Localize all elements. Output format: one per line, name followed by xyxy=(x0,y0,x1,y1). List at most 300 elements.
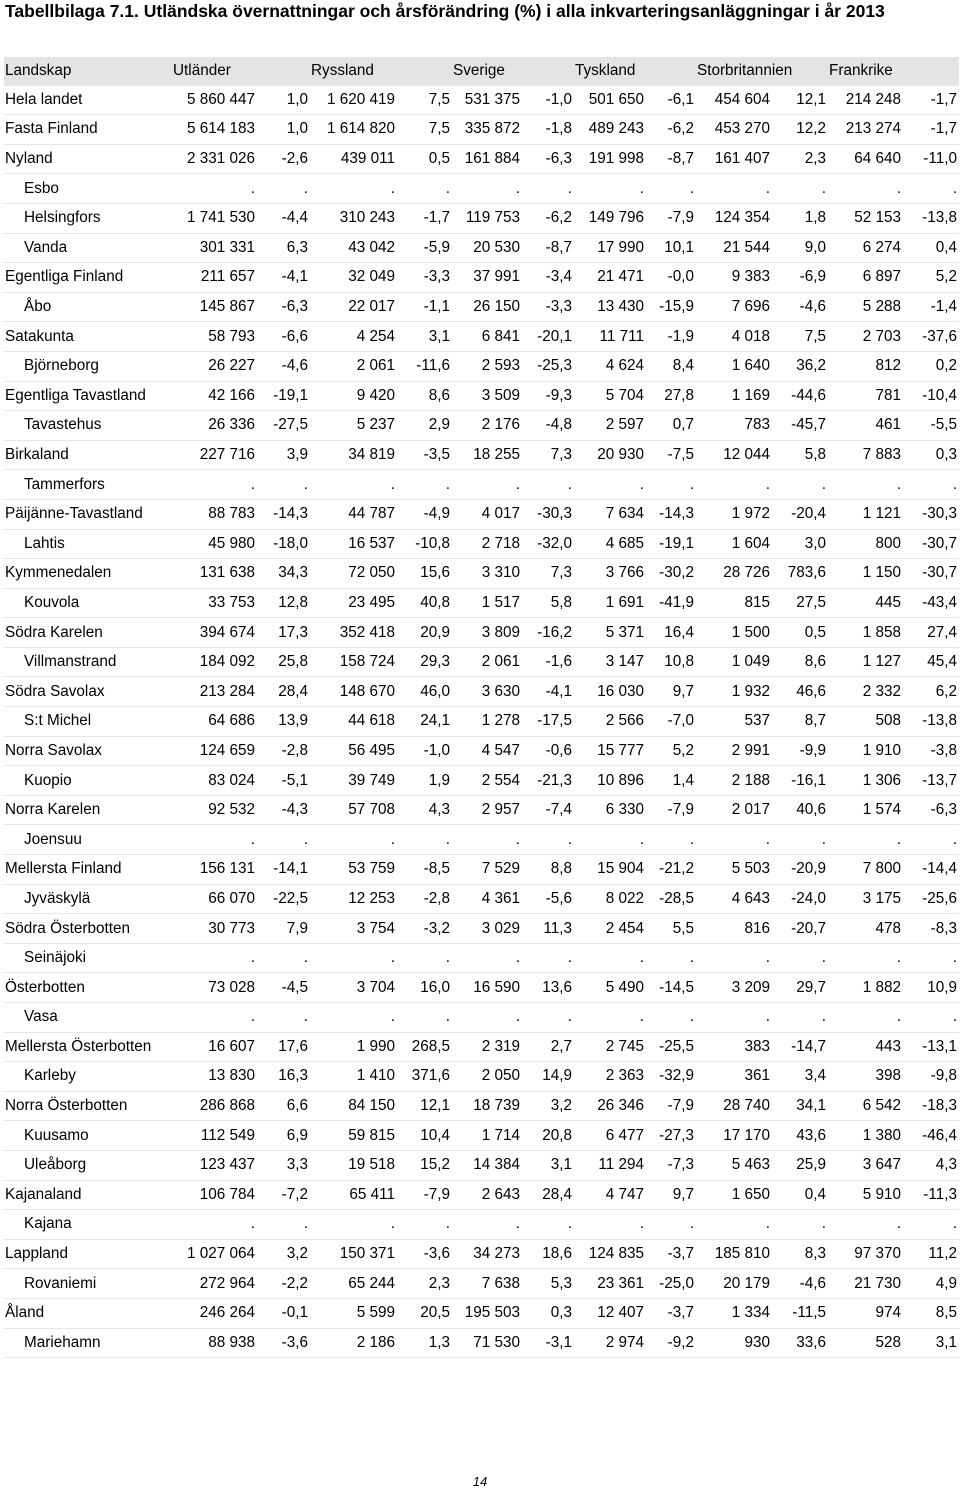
nights-cell: 800 xyxy=(875,534,901,552)
nights-cell: 213 274 xyxy=(845,120,901,138)
region-name: Lahtis xyxy=(24,534,65,552)
change-percent-cell: . xyxy=(821,949,826,967)
nights-cell: 383 xyxy=(744,1037,770,1055)
region-name: Mellersta Österbotten xyxy=(5,1037,152,1055)
change-percent-cell: -13,8 xyxy=(922,712,957,730)
table-row xyxy=(4,1180,959,1210)
change-percent-cell: . xyxy=(445,949,450,967)
nights-cell: 26 346 xyxy=(597,1097,644,1115)
change-percent-cell: 7,3 xyxy=(550,564,572,582)
change-percent-cell: -18,3 xyxy=(922,1097,957,1115)
nights-cell: 158 724 xyxy=(339,653,395,671)
nights-cell: 4 685 xyxy=(605,534,644,552)
change-percent-cell: -14,3 xyxy=(659,505,694,523)
change-percent-cell: 3,1 xyxy=(428,327,450,345)
table-row xyxy=(4,381,959,411)
nights-cell: 191 998 xyxy=(588,150,644,168)
nights-cell: 5 463 xyxy=(731,1156,770,1174)
nights-cell: 2 597 xyxy=(605,416,644,434)
change-percent-cell: 4,3 xyxy=(935,1156,957,1174)
column-header: Utländer xyxy=(173,62,231,80)
column-header: Landskap xyxy=(5,62,72,80)
nights-cell: 8 022 xyxy=(605,889,644,907)
nights-cell: 2 363 xyxy=(605,1067,644,1085)
nights-cell: 6 330 xyxy=(605,801,644,819)
change-percent-cell: 5,2 xyxy=(935,268,957,286)
nights-cell: 119 753 xyxy=(465,209,520,227)
nights-cell: 3 147 xyxy=(605,653,644,671)
nights-cell: 56 495 xyxy=(348,741,395,759)
column-header: Sverige xyxy=(453,62,505,80)
nights-cell: 3 754 xyxy=(356,919,395,937)
nights-cell: 16 030 xyxy=(597,682,644,700)
nights-cell: 286 868 xyxy=(199,1097,255,1115)
table-row xyxy=(4,825,959,855)
change-percent-cell: 15,2 xyxy=(420,1156,450,1174)
region-name: Mariehamn xyxy=(24,1333,101,1351)
table-row xyxy=(4,588,959,618)
table-row xyxy=(4,795,959,825)
nights-cell: . xyxy=(515,949,520,967)
nights-cell: 11 294 xyxy=(598,1156,644,1174)
nights-cell: 161 884 xyxy=(464,150,520,168)
region-name: Birkaland xyxy=(5,446,69,464)
change-percent-cell: 0,4 xyxy=(804,1185,826,1203)
nights-cell: 4 643 xyxy=(731,889,770,907)
nights-cell: 15 904 xyxy=(597,860,644,878)
nights-cell: 816 xyxy=(744,919,770,937)
nights-cell: 2 554 xyxy=(481,771,520,789)
nights-cell: 22 017 xyxy=(348,298,395,316)
nights-cell: 478 xyxy=(875,919,901,937)
nights-cell: 1 882 xyxy=(862,978,901,996)
region-name: Rovaniemi xyxy=(24,1274,97,1292)
change-percent-cell: 13,9 xyxy=(278,712,308,730)
region-name: Norra Karelen xyxy=(5,801,101,819)
change-percent-cell: -20,9 xyxy=(791,860,826,878)
change-percent-cell: -14,4 xyxy=(922,860,957,878)
change-percent-cell: 34,1 xyxy=(796,1097,826,1115)
change-percent-cell: -5,5 xyxy=(930,416,957,434)
table-row xyxy=(4,707,959,737)
change-percent-cell: -3,2 xyxy=(423,919,450,937)
change-percent-cell: -32,9 xyxy=(659,1067,694,1085)
table-row xyxy=(4,440,959,470)
nights-cell: 3 630 xyxy=(481,682,520,700)
region-name: Kouvola xyxy=(24,593,80,611)
region-name: Åbo xyxy=(24,298,52,316)
change-percent-cell: -5,1 xyxy=(281,771,308,789)
region-name: Mellersta Finland xyxy=(5,860,122,878)
column-header xyxy=(397,57,452,86)
change-percent-cell: -45,7 xyxy=(791,416,826,434)
nights-cell: 5 910 xyxy=(862,1185,901,1203)
nights-cell: 6 542 xyxy=(862,1097,901,1115)
nights-cell: 123 437 xyxy=(199,1156,255,1174)
change-percent-cell: 8,3 xyxy=(804,1245,826,1263)
nights-cell: 17 990 xyxy=(597,238,644,256)
nights-cell: 1 127 xyxy=(862,653,901,671)
nights-cell: . xyxy=(250,949,255,967)
change-percent-cell: 5,5 xyxy=(672,919,694,937)
change-percent-cell: -11,5 xyxy=(792,1304,826,1322)
change-percent-cell: 27,8 xyxy=(664,386,694,404)
nights-cell: 3 310 xyxy=(481,564,520,582)
change-percent-cell: 8,6 xyxy=(428,386,450,404)
change-percent-cell: -14,1 xyxy=(273,860,308,878)
nights-cell: 1 910 xyxy=(862,741,901,759)
nights-cell: 310 243 xyxy=(339,209,395,227)
nights-cell: 361 xyxy=(744,1067,770,1085)
table-row xyxy=(4,144,959,174)
change-percent-cell: -6,3 xyxy=(545,150,572,168)
change-percent-cell: -3,1 xyxy=(545,1333,572,1351)
nights-cell: 7 800 xyxy=(862,860,901,878)
nights-cell: 443 xyxy=(875,1037,901,1055)
table-row xyxy=(4,618,959,648)
nights-cell: 5 288 xyxy=(862,298,901,316)
region-name: Hela landet xyxy=(5,90,83,108)
change-percent-cell: 18,6 xyxy=(542,1245,572,1263)
region-name: Satakunta xyxy=(5,327,74,345)
nights-cell: 439 011 xyxy=(340,150,395,168)
nights-cell: 9 383 xyxy=(731,268,770,286)
nights-cell: 20 530 xyxy=(473,238,520,256)
table-row xyxy=(4,914,959,944)
table-row xyxy=(4,322,959,352)
change-percent-cell: . xyxy=(952,475,957,493)
nights-cell: . xyxy=(765,179,770,197)
change-percent-cell: 8,8 xyxy=(550,860,572,878)
change-percent-cell: -6,2 xyxy=(545,209,572,227)
accommodation-table xyxy=(4,57,959,1358)
change-percent-cell: -17,5 xyxy=(537,712,572,730)
nights-cell: 12 253 xyxy=(348,889,395,907)
change-percent-cell: 5,3 xyxy=(550,1274,572,1292)
change-percent-cell: -2,8 xyxy=(423,889,450,907)
change-percent-cell: -44,6 xyxy=(791,386,826,404)
change-percent-cell: . xyxy=(445,1008,450,1026)
change-percent-cell: -25,6 xyxy=(922,889,957,907)
table-row xyxy=(4,1003,959,1033)
change-percent-cell: 8,7 xyxy=(804,712,826,730)
nights-cell: . xyxy=(515,830,520,848)
nights-cell: 64 686 xyxy=(208,712,255,730)
nights-cell: 3 809 xyxy=(481,623,520,641)
region-name: Karleby xyxy=(24,1067,76,1085)
nights-cell: 7 638 xyxy=(481,1274,520,1292)
nights-cell: 211 657 xyxy=(200,268,255,286)
nights-cell: 4 624 xyxy=(605,357,644,375)
region-name: Södra Österbotten xyxy=(5,919,130,937)
nights-cell: 18 255 xyxy=(473,446,520,464)
nights-cell: 97 370 xyxy=(854,1245,901,1263)
change-percent-cell: . xyxy=(821,179,826,197)
change-percent-cell: -1,7 xyxy=(930,90,957,108)
nights-cell: . xyxy=(896,949,901,967)
change-percent-cell: 6,9 xyxy=(286,1126,308,1144)
region-name: Södra Karelen xyxy=(5,623,103,641)
nights-cell: 92 532 xyxy=(208,801,255,819)
table-row xyxy=(4,470,959,500)
nights-cell: . xyxy=(765,1215,770,1233)
change-percent-cell: . xyxy=(303,830,308,848)
nights-cell: 2 454 xyxy=(605,919,644,937)
change-percent-cell: 11,3 xyxy=(543,919,572,937)
nights-cell: 21 730 xyxy=(854,1274,901,1292)
change-percent-cell: . xyxy=(689,179,694,197)
nights-cell: 13 830 xyxy=(208,1067,255,1085)
change-percent-cell: . xyxy=(567,1215,572,1233)
change-percent-cell: -13,8 xyxy=(922,209,957,227)
region-name: Villmanstrand xyxy=(24,653,117,671)
change-percent-cell: -0,1 xyxy=(281,1304,308,1322)
change-percent-cell: -27,5 xyxy=(273,416,308,434)
change-percent-cell: 46,6 xyxy=(796,682,826,700)
nights-cell: 145 867 xyxy=(199,298,255,316)
change-percent-cell: 25,8 xyxy=(278,653,308,671)
change-percent-cell: . xyxy=(952,179,957,197)
nights-cell: 71 530 xyxy=(473,1333,520,1351)
change-percent-cell: -16,1 xyxy=(791,771,826,789)
nights-cell: 13 430 xyxy=(597,298,644,316)
change-percent-cell: 1,9 xyxy=(428,771,450,789)
change-percent-cell: 10,1 xyxy=(664,238,694,256)
nights-cell: . xyxy=(515,1215,520,1233)
change-percent-cell: -8,7 xyxy=(545,238,572,256)
change-percent-cell: -6,3 xyxy=(281,298,308,316)
nights-cell: 88 783 xyxy=(208,505,255,523)
region-name: Tavastehus xyxy=(24,416,102,434)
change-percent-cell: 9,0 xyxy=(804,238,826,256)
change-percent-cell: -8,3 xyxy=(930,919,957,937)
change-percent-cell: -1,7 xyxy=(423,209,450,227)
nights-cell: 59 815 xyxy=(348,1126,395,1144)
change-percent-cell: -9,8 xyxy=(930,1067,957,1085)
nights-cell: 5 704 xyxy=(605,386,644,404)
change-percent-cell: -30,3 xyxy=(922,505,957,523)
change-percent-cell: -8,7 xyxy=(667,150,694,168)
region-name: Fasta Finland xyxy=(5,120,98,138)
change-percent-cell: 17,3 xyxy=(278,623,308,641)
nights-cell: . xyxy=(639,949,644,967)
table-row xyxy=(4,1121,959,1151)
nights-cell: 2 957 xyxy=(481,801,520,819)
nights-cell: 1 620 419 xyxy=(326,90,395,108)
change-percent-cell: -30,2 xyxy=(659,564,694,582)
change-percent-cell: -7,9 xyxy=(667,801,694,819)
nights-cell: . xyxy=(390,949,395,967)
change-percent-cell: 2,7 xyxy=(550,1037,572,1055)
region-name: Kuopio xyxy=(24,771,72,789)
table-row xyxy=(4,292,959,322)
nights-cell: . xyxy=(765,949,770,967)
change-percent-cell: 268,5 xyxy=(411,1037,450,1055)
change-percent-cell: 2,3 xyxy=(804,150,826,168)
change-percent-cell: 3,2 xyxy=(286,1245,308,1263)
nights-cell: 37 991 xyxy=(473,268,520,286)
change-percent-cell: -20,7 xyxy=(791,919,826,937)
nights-cell: 1 306 xyxy=(862,771,901,789)
change-percent-cell: -4,6 xyxy=(799,1274,826,1292)
change-percent-cell: 20,5 xyxy=(420,1304,450,1322)
nights-cell: 6 477 xyxy=(605,1126,644,1144)
nights-cell: 150 371 xyxy=(339,1245,395,1263)
change-percent-cell: -4,3 xyxy=(281,801,308,819)
nights-cell: 246 264 xyxy=(199,1304,255,1322)
table-row xyxy=(4,174,959,204)
nights-cell: 34 819 xyxy=(348,446,395,464)
change-percent-cell: . xyxy=(689,475,694,493)
nights-cell: 28 726 xyxy=(723,564,770,582)
nights-cell: 398 xyxy=(875,1067,901,1085)
nights-cell: 1 691 xyxy=(605,593,644,611)
change-percent-cell: . xyxy=(445,1215,450,1233)
change-percent-cell: 14,9 xyxy=(542,1067,572,1085)
change-percent-cell: . xyxy=(445,830,450,848)
change-percent-cell: -20,4 xyxy=(791,505,826,523)
change-percent-cell: 11,2 xyxy=(928,1245,957,1263)
table-row xyxy=(4,115,959,145)
nights-cell: 1 714 xyxy=(481,1126,520,1144)
nights-cell: 9 420 xyxy=(356,386,395,404)
nights-cell: 52 153 xyxy=(854,209,901,227)
nights-cell: 2 331 026 xyxy=(186,150,255,168)
column-header: Tyskland xyxy=(575,62,636,80)
change-percent-cell: 8,6 xyxy=(804,653,826,671)
change-percent-cell: -18,0 xyxy=(273,534,308,552)
change-percent-cell: -9,2 xyxy=(667,1333,694,1351)
nights-cell: 18 739 xyxy=(473,1097,520,1115)
change-percent-cell: . xyxy=(303,179,308,197)
nights-cell: 5 371 xyxy=(605,623,644,641)
nights-cell: 26 336 xyxy=(208,416,255,434)
nights-cell: 88 938 xyxy=(208,1333,255,1351)
change-percent-cell: -3,7 xyxy=(667,1245,694,1263)
change-percent-cell: -32,0 xyxy=(537,534,572,552)
change-percent-cell: -10,4 xyxy=(922,386,957,404)
change-percent-cell: 1,4 xyxy=(672,771,694,789)
change-percent-cell: 12,8 xyxy=(278,593,308,611)
nights-cell: 124 659 xyxy=(199,741,255,759)
region-name: Esbo xyxy=(24,179,59,197)
nights-cell: 20 930 xyxy=(597,446,644,464)
change-percent-cell: -3,3 xyxy=(423,268,450,286)
nights-cell: 508 xyxy=(875,712,901,730)
change-percent-cell: -7,3 xyxy=(667,1156,694,1174)
change-percent-cell: 6,6 xyxy=(286,1097,308,1115)
nights-cell: 3 029 xyxy=(481,919,520,937)
region-name: Vanda xyxy=(24,238,68,256)
nights-cell: . xyxy=(765,830,770,848)
change-percent-cell: -3,6 xyxy=(423,1245,450,1263)
nights-cell: 812 xyxy=(875,357,901,375)
nights-cell: 185 810 xyxy=(714,1245,770,1263)
nights-cell: 21 471 xyxy=(597,268,644,286)
nights-cell: 64 640 xyxy=(854,150,901,168)
change-percent-cell: . xyxy=(689,949,694,967)
region-name: Egentliga Tavastland xyxy=(5,386,146,404)
change-percent-cell: -4,8 xyxy=(545,416,572,434)
nights-cell: 21 544 xyxy=(723,238,770,256)
nights-cell: 5 860 447 xyxy=(186,90,255,108)
change-percent-cell: -14,5 xyxy=(659,978,694,996)
change-percent-cell: 16,4 xyxy=(664,623,694,641)
nights-cell: . xyxy=(765,475,770,493)
nights-cell: . xyxy=(250,1215,255,1233)
nights-cell: . xyxy=(390,179,395,197)
change-percent-cell: 3,1 xyxy=(550,1156,572,1174)
change-percent-cell: -7,9 xyxy=(667,209,694,227)
change-percent-cell: -5,6 xyxy=(545,889,572,907)
change-percent-cell: -19,1 xyxy=(273,386,308,404)
nights-cell: 6 274 xyxy=(862,238,901,256)
change-percent-cell: . xyxy=(303,475,308,493)
table-row xyxy=(4,1091,959,1121)
nights-cell: 1 972 xyxy=(731,505,770,523)
change-percent-cell: 1,3 xyxy=(428,1333,450,1351)
change-percent-cell: . xyxy=(445,475,450,493)
change-percent-cell: 4,3 xyxy=(428,801,450,819)
change-percent-cell: -7,4 xyxy=(545,801,572,819)
change-percent-cell: -28,5 xyxy=(659,889,694,907)
table-row xyxy=(4,1150,959,1180)
nights-cell: 2 176 xyxy=(481,416,520,434)
change-percent-cell: -9,3 xyxy=(545,386,572,404)
change-percent-cell: 28,4 xyxy=(278,682,308,700)
change-percent-cell: 0,5 xyxy=(804,623,826,641)
nights-cell: . xyxy=(390,475,395,493)
nights-cell: 1 380 xyxy=(862,1126,901,1144)
change-percent-cell: 6,2 xyxy=(935,682,957,700)
nights-cell: . xyxy=(390,830,395,848)
table-row xyxy=(4,1269,959,1299)
change-percent-cell: -25,0 xyxy=(659,1274,694,1292)
change-percent-cell: 27,5 xyxy=(796,593,826,611)
change-percent-cell: 0,3 xyxy=(550,1304,572,1322)
nights-cell: 1 049 xyxy=(731,653,770,671)
nights-cell: 2 718 xyxy=(481,534,520,552)
change-percent-cell: 7,5 xyxy=(428,90,450,108)
nights-cell: 6 841 xyxy=(481,327,520,345)
nights-cell: 1 650 xyxy=(731,1185,770,1203)
region-name: Seinäjoki xyxy=(24,949,87,967)
nights-cell: 301 331 xyxy=(199,238,255,256)
region-name: Björneborg xyxy=(24,357,99,375)
nights-cell: 528 xyxy=(875,1333,901,1351)
change-percent-cell: 5,8 xyxy=(804,446,826,464)
table-row xyxy=(4,677,959,707)
change-percent-cell: -19,1 xyxy=(659,534,694,552)
table-row xyxy=(4,736,959,766)
change-percent-cell: . xyxy=(821,1008,826,1026)
nights-cell: 2 061 xyxy=(481,653,520,671)
change-percent-cell: 10,4 xyxy=(420,1126,450,1144)
nights-cell: . xyxy=(250,475,255,493)
change-percent-cell: -24,0 xyxy=(791,889,826,907)
nights-cell: 58 793 xyxy=(208,327,255,345)
nights-cell: . xyxy=(639,179,644,197)
change-percent-cell: 25,9 xyxy=(796,1156,826,1174)
nights-cell: 489 243 xyxy=(588,120,644,138)
change-percent-cell: -4,4 xyxy=(281,209,308,227)
nights-cell: 16 590 xyxy=(473,978,520,996)
table-row xyxy=(4,411,959,441)
change-percent-cell: 0,4 xyxy=(935,238,957,256)
region-name: Åland xyxy=(5,1304,45,1322)
column-header xyxy=(522,57,574,86)
change-percent-cell: -1,7 xyxy=(930,120,957,138)
